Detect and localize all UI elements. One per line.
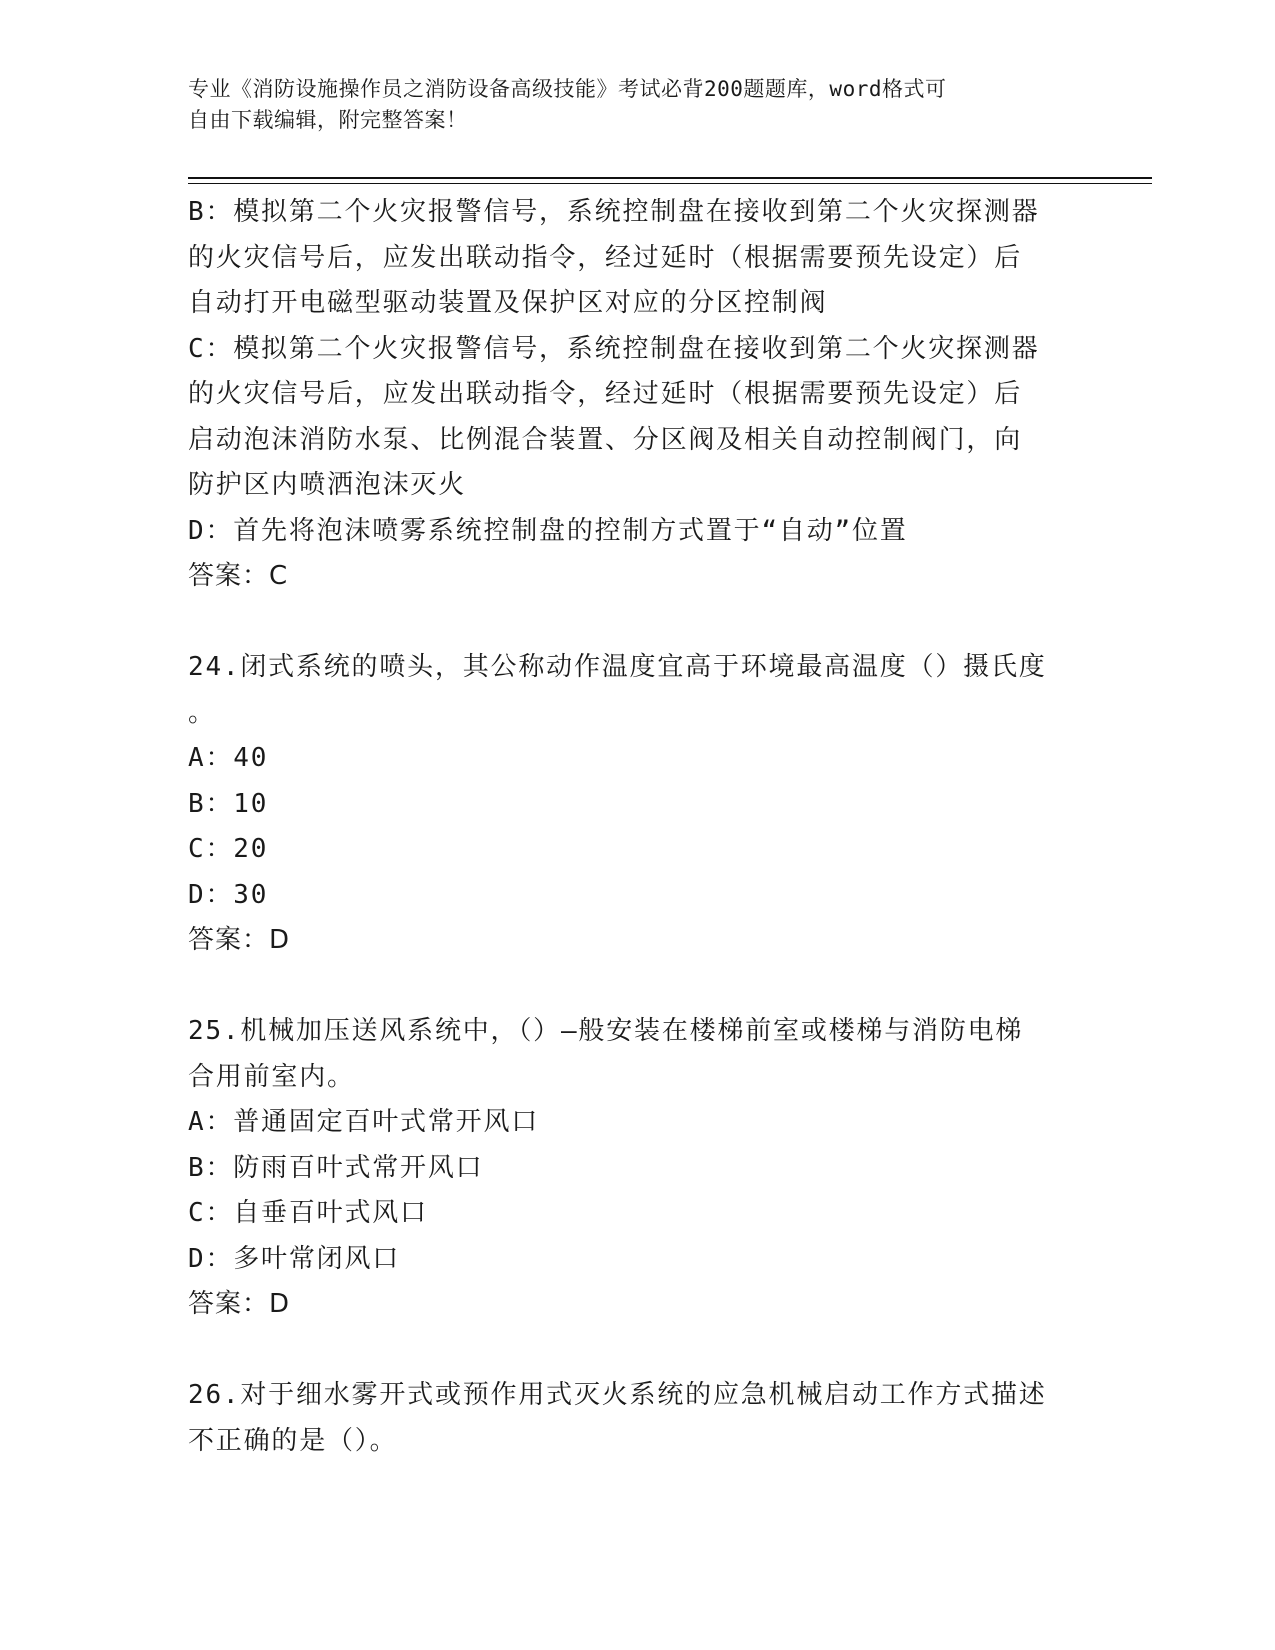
q24-stem-line-2: 。 <box>188 697 216 728</box>
document-body <box>188 190 1088 1464</box>
q23-option-c-line-2: 的火灾信号后，应发出联动指令，经过延时（根据需要预先设定）后 <box>188 379 1023 409</box>
spacer <box>188 964 1088 1010</box>
spacer <box>188 1328 1088 1374</box>
q24-stem-line-1: 24.闭式系统的喷头，其公称动作温度宜高于环境最高温度（）摄氏度 <box>188 652 1047 682</box>
q25-stem-line-1: 25.机械加压送风系统中，（）—般安装在楼梯前室或楼梯与消防电梯 <box>188 1016 1024 1046</box>
header-line-2: 自由下载编辑，附完整答案！ <box>188 108 468 132</box>
q23-option-b-line-1: B：模拟第二个火灾报警信号，系统控制盘在接收到第二个火灾探测器 <box>188 197 1040 227</box>
header-divider-thin <box>188 183 1152 184</box>
q25-option-a: A：普通固定百叶式常开风口 <box>188 1107 540 1137</box>
q24-option-c: C：20 <box>188 834 269 864</box>
q23-option-c-line-3: 启动泡沫消防水泵、比例混合装置、分区阀及相关自动控制阀门，向 <box>188 424 1023 455</box>
q25-option-d: D：多叶常闭风口 <box>188 1243 401 1274</box>
q24-option-a: A：40 <box>188 743 269 773</box>
q24-option-d: D：30 <box>188 879 269 910</box>
question-23-continued <box>188 190 1088 600</box>
header-line-1: 专业《消防设施操作员之消防设备高级技能》考试必背200题题库，word格式可 <box>188 77 947 101</box>
q25-stem-line-2: 合用前室内。 <box>188 1061 355 1092</box>
q25-option-b: B：防雨百叶式常开风口 <box>188 1152 484 1183</box>
question-26 <box>188 1373 1088 1464</box>
q23-option-b-line-3: 自动打开电磁型驱动装置及保护区对应的分区控制阀 <box>188 288 828 318</box>
q24-answer: 答案：D <box>188 925 291 955</box>
question-25 <box>188 1009 1088 1328</box>
q25-option-c: C：自垂百叶式风口 <box>188 1198 428 1228</box>
q23-answer: 答案：C <box>188 561 289 591</box>
spacer <box>188 600 1088 646</box>
question-24 <box>188 645 1088 964</box>
header-divider-thick <box>188 177 1152 179</box>
document-header <box>188 74 1088 136</box>
q23-option-c-line-1: C：模拟第二个火灾报警信号，系统控制盘在接收到第二个火灾探测器 <box>188 333 1040 364</box>
q26-stem-line-2: 不正确的是（）。 <box>188 1425 398 1456</box>
q23-option-d: D：首先将泡沫喷雾系统控制盘的控制方式置于“自动”位置 <box>188 515 908 546</box>
q24-option-b: B：10 <box>188 788 269 819</box>
q25-answer: 答案：D <box>188 1289 291 1319</box>
q23-option-b-line-2: 的火灾信号后，应发出联动指令，经过延时（根据需要预先设定）后 <box>188 242 1023 273</box>
q23-option-c-line-4: 防护区内喷洒泡沫灭火 <box>188 470 467 500</box>
q26-stem-line-1: 26.对于细水雾开式或预作用式灭火系统的应急机械启动工作方式描述 <box>188 1380 1047 1410</box>
